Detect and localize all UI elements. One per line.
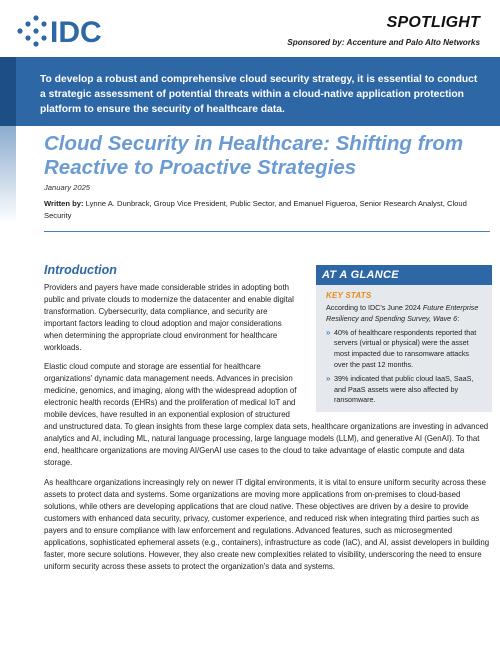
summary-banner — [0, 57, 500, 126]
authors-line — [44, 198, 484, 222]
left-accent-strip — [0, 126, 16, 224]
bullet-icon: » — [326, 327, 331, 337]
key-stats-label: KEY STATS — [326, 291, 372, 300]
divider — [44, 231, 490, 232]
source-suffix: : — [457, 313, 460, 323]
bullet-icon: » — [326, 373, 331, 383]
idc-logo — [14, 14, 124, 48]
intro-paragraph-3: As healthcare organizations increasingly rely on newer IT digital environments, it is vital to ensure uniform security across these assets to protect data and systems. Some organizations are moving more applications from on-premises to cloud-based solutions, while others are developing applications that are cloud native. These objectives are driven by a desire to provide customers with enhanced data security, privacy, customer experience, and reduced risk when integrating third parties such as payers and to ensure compliance with law enforcement and regulations. Advanced features, such as microsegmented applications, sophisticated ephemeral assets (e.g., containers), infrastructure as code (IaC), and AI, assist developers in building faster, more secure solutions. However, they also create new complexities related to visibility, underscoring the need to ensure uniform security across these assets to protect the organization's data and systems. — [44, 478, 490, 572]
logo-text: IDC — [50, 16, 102, 48]
intro-paragraph-2b: and unstructured data. To glean insights from these large complex data sets, healthcare organizations are investing in advanced analytics and AI, including ML, natural language processing, large language models (LLM), and generative AI (GenAI). To that end, healthcare organizations are moving AI/GenAI use cases to the cloud to take advantage of elastic compute and data storage. — [44, 422, 489, 468]
banner-accent-bar — [0, 57, 16, 126]
sponsor-line: Sponsored by: Accenture and Palo Alto Networks — [287, 38, 480, 47]
source-prefix: According to IDC's June 2024 — [326, 303, 421, 312]
publish-date: January 2025 — [44, 183, 91, 192]
stat-text: 39% indicated that public cloud IaaS, SaaS, and PaaS assets were also affected by ransomware. — [334, 373, 474, 405]
source-survey-title: Future Enterprise Resiliency and Spending Survey, Wave 6 — [326, 303, 479, 323]
list-item — [326, 374, 484, 406]
intro-paragraph-2a: Elastic cloud compute and storage are essential for healthcare organizations' dynamic data management needs. Advances in precision medicine, genomics, and imaging, along with the widespread adoption of electronic health records (EHRs) and the proliferation of medical IoT and mobile devices, have resulted in an exponential explosion of structured — [44, 362, 297, 420]
at-a-glance-heading: AT A GLANCE — [316, 265, 492, 285]
list-item — [326, 328, 484, 371]
key-stats-source — [326, 303, 484, 325]
introduction-heading: Introduction — [44, 263, 117, 277]
stat-text: 40% of healthcare respondents reported that servers (virtual or physical) were the asset most impacted due to ransomware attacks over the past 12 months. — [334, 327, 477, 369]
spotlight-tag: SPOTLIGHT — [386, 14, 480, 31]
spotlight-block — [287, 14, 480, 47]
banner-text: To develop a robust and comprehensive cloud security strategy, it is essential to conduct a strategic assessment of potential threats within a cloud-native application protection platform to ensure the security of healthcare data. — [40, 74, 478, 115]
key-stats-list — [326, 328, 484, 407]
page-title: Cloud Security in Healthcare: Shifting from Reactive to Proactive Strategies — [44, 132, 464, 179]
authors-text: Lynne A. Dunbrack, Group Vice President, Public Sector, and Emanuel Figueroa, Senior Research Analyst, Cloud Security — [44, 199, 467, 220]
intro-paragraph-1: Providers and payers have made considerable strides in adopting both public and private clouds to modernize the datacenter and enable digital transformation. Cybersecurity, data compliance, and security are important factors leading to cloud adoption and major considerations when determining the appropriate cloud environment for healthcare workloads. — [44, 283, 294, 353]
written-by-label: Written by: — [44, 199, 84, 208]
at-a-glance-box — [316, 265, 492, 412]
idc-logo-icon — [14, 14, 124, 48]
